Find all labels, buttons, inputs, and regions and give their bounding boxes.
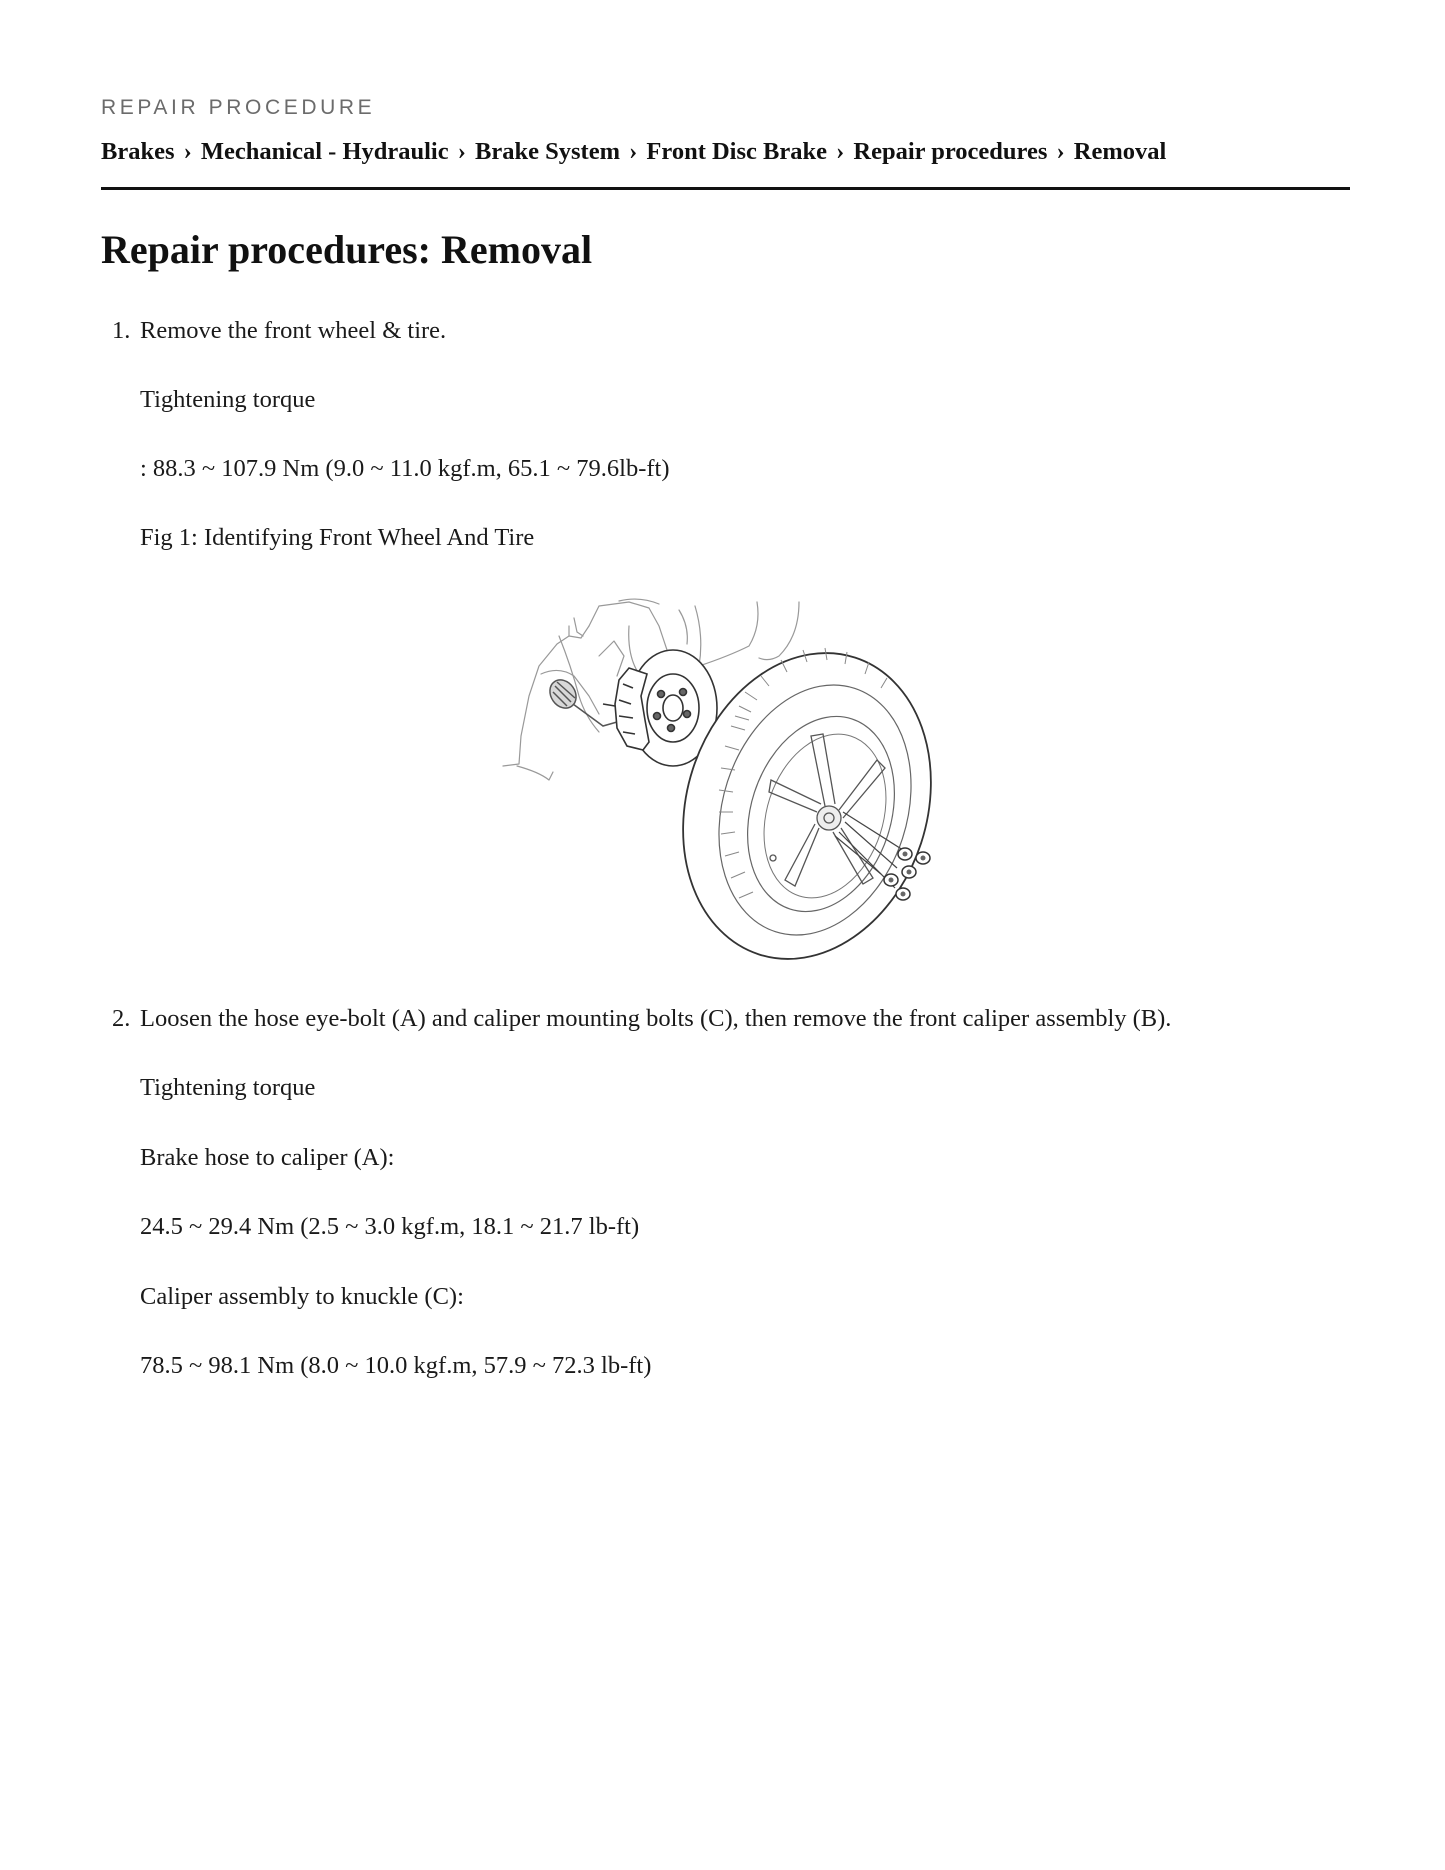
torque-item-label: Caliper assembly to knuckle (C): (140, 1283, 464, 1310)
header-divider (101, 187, 1350, 190)
breadcrumb-separator: › (836, 138, 845, 165)
step-number: 1. (112, 317, 131, 344)
breadcrumb-item[interactable]: Brake System (475, 138, 620, 165)
torque-heading: Tightening torque (140, 386, 316, 413)
torque-value: : 88.3 ~ 107.9 Nm (9.0 ~ 11.0 kgf.m, 65.1 ~ 79.6lb-ft) (140, 455, 670, 482)
breadcrumb-item[interactable]: Repair procedures (853, 138, 1048, 165)
step-text: Remove the front wheel & tire. (140, 317, 447, 344)
breadcrumb-separator: › (183, 138, 192, 165)
torque-value: 24.5 ~ 29.4 Nm (2.5 ~ 3.0 kgf.m, 18.1 ~ 21.7 lb-ft) (140, 1213, 640, 1240)
breadcrumb-item[interactable]: Mechanical - Hydraulic (200, 138, 449, 165)
breadcrumb-item-current: Removal (1073, 138, 1167, 165)
step-number: 2. (112, 1005, 131, 1032)
torque-value: 78.5 ~ 98.1 Nm (8.0 ~ 10.0 kgf.m, 57.9 ~ 72.3 lb-ft) (140, 1352, 652, 1379)
torque-heading: Tightening torque (140, 1074, 316, 1101)
section-kicker: REPAIR PROCEDURE (101, 96, 376, 119)
breadcrumb-item[interactable]: Front Disc Brake (646, 138, 827, 165)
breadcrumb (101, 138, 1166, 166)
page-title: Repair procedures: Removal (101, 227, 593, 272)
breadcrumb-item[interactable]: Brakes (101, 138, 175, 165)
wheel-and-tire-illustration (499, 596, 999, 964)
breadcrumb-separator: › (457, 138, 466, 165)
torque-item-label: Brake hose to caliper (A): (140, 1144, 395, 1171)
breadcrumb-separator: › (1056, 138, 1065, 165)
figure-caption: Fig 1: Identifying Front Wheel And Tire (140, 524, 535, 551)
step-text: Loosen the hose eye-bolt (A) and caliper mounting bolts (C), then remove the front caliper assembly (B). (140, 1005, 1172, 1032)
breadcrumb-separator: › (629, 138, 638, 165)
